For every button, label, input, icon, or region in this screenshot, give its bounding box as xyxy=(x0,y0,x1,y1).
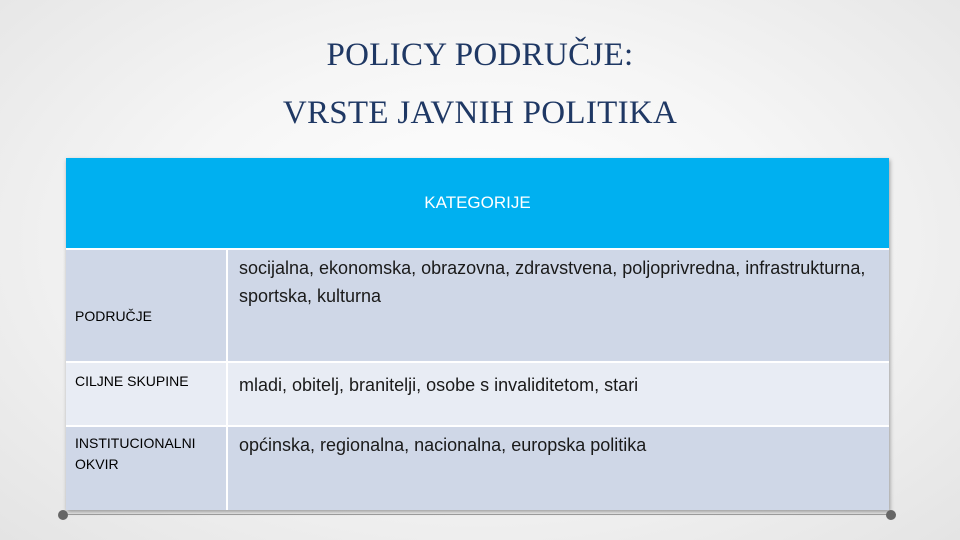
table-header-label: KATEGORIJE xyxy=(424,193,531,212)
decorative-bottom-line xyxy=(66,514,896,515)
row-value-cell xyxy=(230,363,885,425)
categories-table xyxy=(66,158,889,510)
row-value: općinska, regionalna, nacionalna, europska politika xyxy=(239,435,647,455)
row-label-cell xyxy=(66,363,228,425)
table-header xyxy=(66,158,889,248)
row-value-cell xyxy=(230,250,885,361)
table-row xyxy=(66,425,889,510)
table-row xyxy=(66,248,889,361)
row-value: socijalna, ekonomska, obrazovna, zdravstvena, poljoprivredna, infrastrukturna, sportska, kulturna xyxy=(239,258,866,306)
table-row xyxy=(66,361,889,425)
row-label: CILJNE SKUPINE xyxy=(75,373,189,389)
row-label: PODRUČJE xyxy=(75,308,153,324)
row-value: mladi, obitelj, branitelji, osobe s invaliditetom, stari xyxy=(239,375,639,395)
row-label: INSTITUCIONALNI OKVIR xyxy=(75,435,196,472)
slide-title-line-1: POLICY PODRUČJE: xyxy=(326,37,634,73)
slide-title xyxy=(0,26,960,142)
row-label-cell xyxy=(66,427,228,510)
slide-title-line-2: VRSTE JAVNIH POLITIKA xyxy=(282,95,678,131)
decorative-dot-left-icon xyxy=(58,510,68,520)
decorative-dot-right-icon xyxy=(886,510,896,520)
row-label-cell xyxy=(66,250,228,361)
row-value-cell xyxy=(230,427,885,510)
